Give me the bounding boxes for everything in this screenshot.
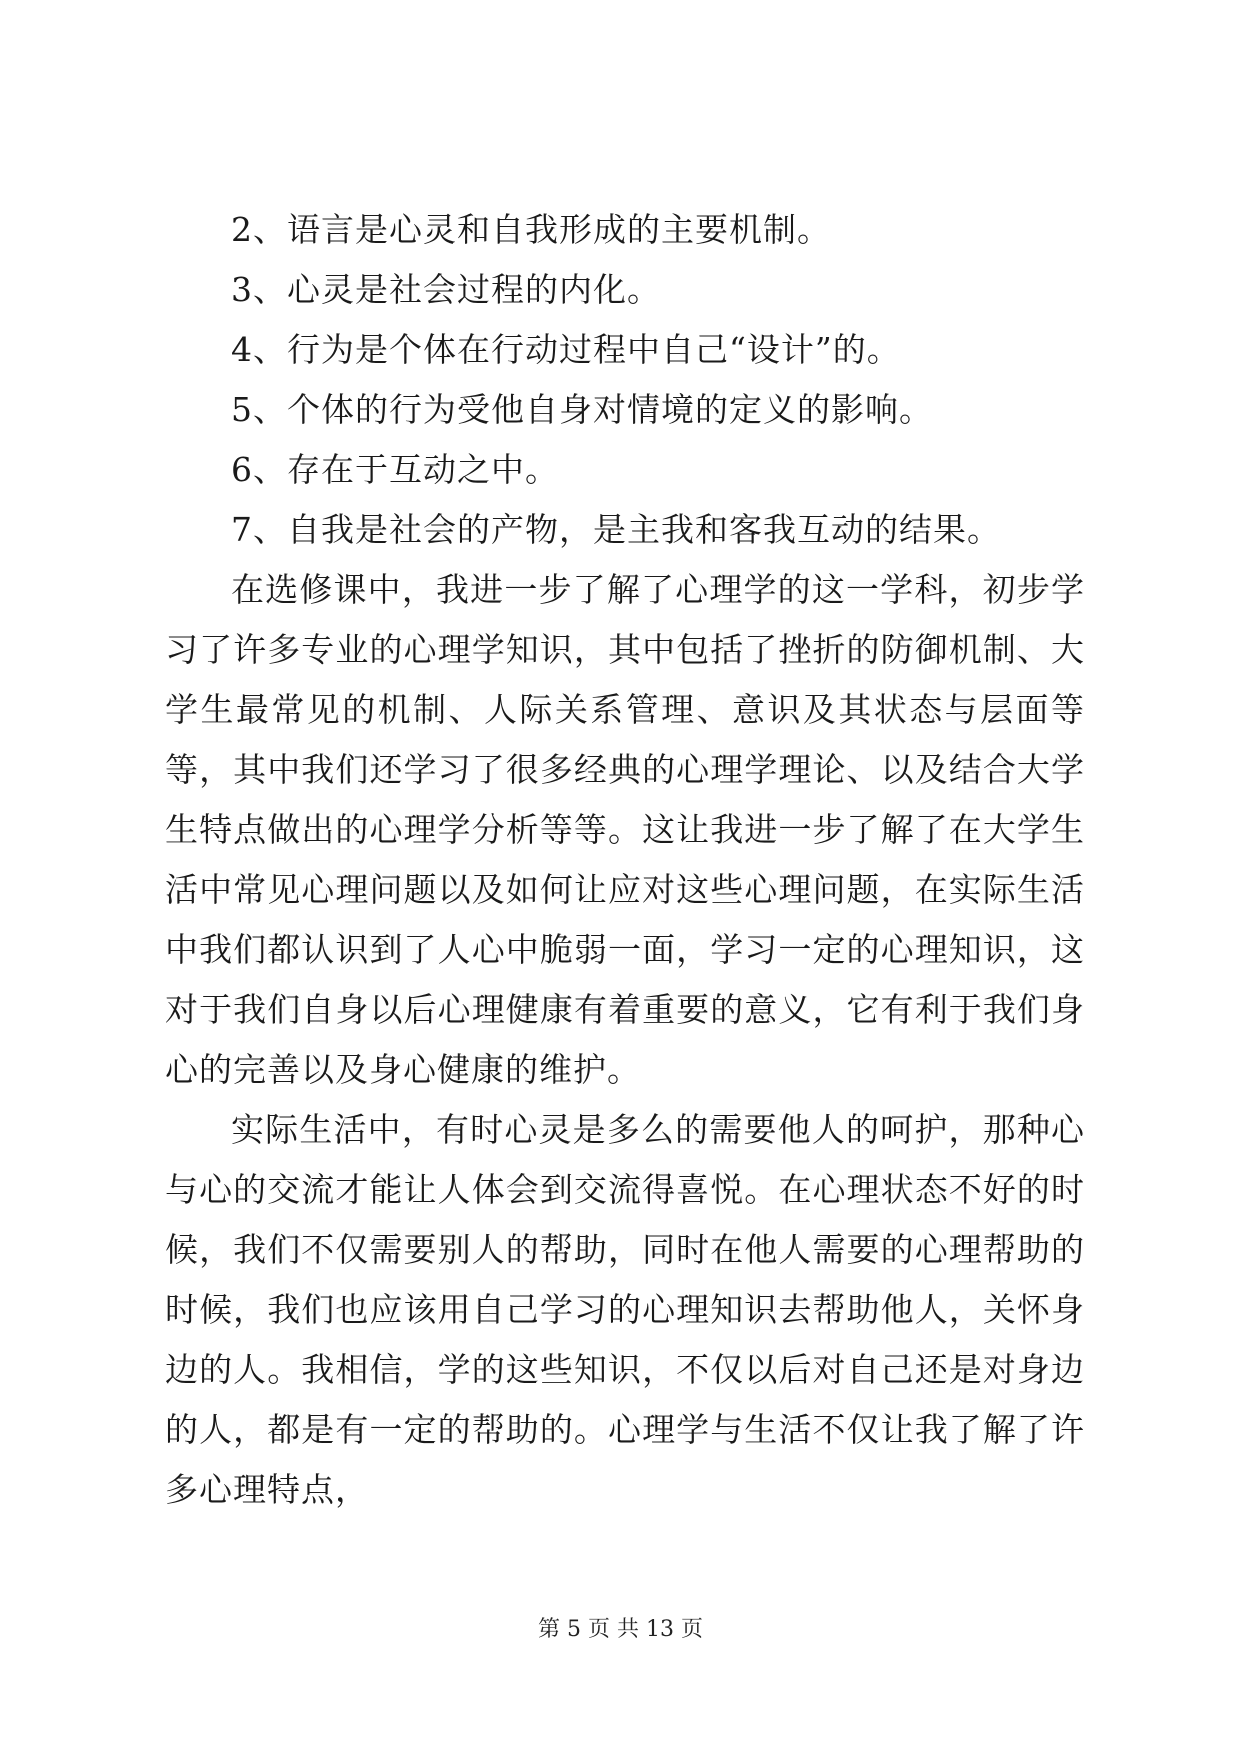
page-content — [165, 200, 1085, 1520]
list-item: 6、存在于互动之中。 — [231, 450, 559, 489]
list-item: 5、个体的行为受他自身对情境的定义的影响。 — [231, 390, 933, 429]
paragraph: 在选修课中，我进一步了解了心理学的这一学科，初步学习了许多专业的心理学知识，其中包括了挫折的防御机制、大学生最常见的机制、人际关系管理、意识及其状态与层面等等，其中我们还学习了很多经典的心理学理论、以及结合大学生特点做出的心理学分析等等。这让我进一步了解了在大学生活中常见心理问题以及如何让应对这些心理问题，在实际生活中我们都认识到了人心中脆弱一面，学习一定的心理知识，这对于我们自身以后心理健康有着重要的意义，它有利于我们身心的完善以及身心健康的维护。 — [165, 570, 1085, 1089]
list-item: 2、语言是心灵和自我形成的主要机制。 — [231, 210, 831, 249]
page-footer: 第 5 页 共 13 页 — [538, 1617, 703, 1642]
list-item: 3、心灵是社会过程的内化。 — [231, 270, 661, 309]
list-item: 7、自我是社会的产物，是主我和客我互动的结果。 — [231, 510, 1001, 549]
list-item: 4、行为是个体在行动过程中自己“设计”的。 — [231, 330, 901, 369]
paragraph: 实际生活中，有时心灵是多么的需要他人的呵护，那种心与心的交流才能让人体会到交流得喜悦。在心理状态不好的时候，我们不仅需要别人的帮助，同时在他人需要的心理帮助的时候，我们也应该用自己学习的心理知识去帮助他人，关怀身边的人。我相信，学的这些知识，不仅以后对自己还是对身边的人，都是有一定的帮助的。心理学与生活不仅让我了解了许多心理特点， — [165, 1110, 1085, 1509]
